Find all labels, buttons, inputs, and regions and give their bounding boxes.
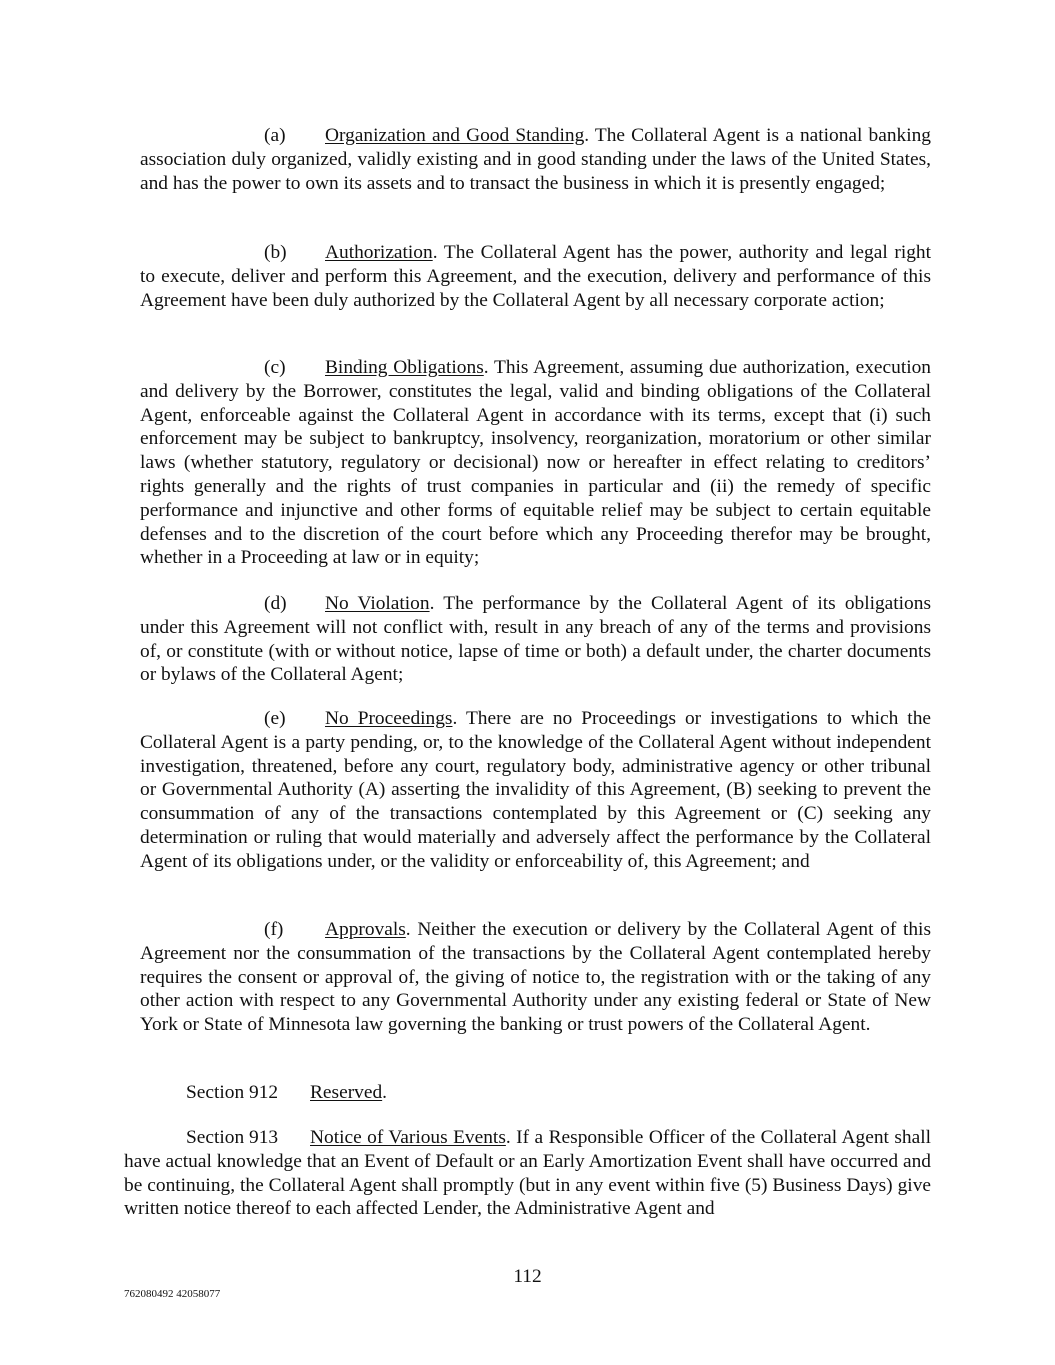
section-body: . If a Responsible Officer of the Collateral Agent shall have actual knowledge that an Event of Default or an Early Amortization Event shall have occurred and be continuing, the Collateral Agent shall promptly (but in any event within five (5) Business Days) give written notice thereof to each affected Lender, the Administrative Agent and bbox=[124, 1127, 931, 1220]
clause-body: . The Collateral Agent is a national banking association duly organized, validly existing and in good standing under the laws of the United States, and has the power to own its assets and to transact the business in which it is presently engaged; bbox=[140, 125, 931, 194]
clause-label: (f) bbox=[264, 919, 284, 940]
clause-body: . There are no Proceedings or investigations to which the Collateral Agent is a party pending, or, to the knowledge of the Collateral Agent without independent investigation, threatened, before any court, regulatory body, administrative agency or other tribunal or Governmental Authority (A) asserting the invalidity of this Agreement, (B) seeking to prevent the consummation of any of the transactions contemplated by this Agreement or (C) seeking any determination or ruling that would materially and adversely affect the performance by the Collateral Agent of its obligations under, or the validity or enforceability of, this Agreement; and bbox=[140, 708, 931, 872]
clause-body: . Neither the execution or delivery by the Collateral Agent of this Agreement nor the consummation of the transactions by the Collateral Agent contemplated hereby requires the consent or approval of, the giving of notice to, the registration with or the taking of any other action with respect to any Governmental Authority under any existing federal or State of New York or State of Minnesota law governing the banking or trust powers of the Collateral Agent. bbox=[140, 919, 931, 1036]
clause-e bbox=[140, 707, 931, 874]
clause-body: . The performance by the Collateral Agent of its obligations under this Agreement will not conflict with, result in any breach of any of the terms and provisions of, or constitute (with or without notice, lapse of time or both) a default under, the charter documents or bylaws of the Collateral Agent; bbox=[140, 593, 931, 686]
document-id: 762080492 42058077 bbox=[124, 1288, 221, 1300]
clause-c bbox=[140, 356, 931, 570]
clause-title: No Proceedings bbox=[325, 708, 453, 729]
clause-title: Approvals bbox=[325, 919, 406, 940]
clause-d bbox=[140, 592, 931, 687]
clause-body: . This Agreement, assuming due authorization, execution and delivery by the Borrower, constitutes the legal, valid and binding obligations of the Collateral Agent, enforceable against the Collateral Agent in accordance with its terms, except that (i) such enforcement may be subject to bankruptcy, insolvency, reorganization, moratorium or other similar laws (whether statutory, regulatory or decisional) now or hereafter in effect relating to creditors’ rights generally and the rights of trust companies in particular and (ii) the remedy of specific performance and injunctive and other forms of equitable relief may be subject to certain equitable defenses and to the discretion of the court before which any Proceeding therefor may be brought, whether in a Proceeding at law or in equity; bbox=[140, 357, 931, 569]
clause-label: (b) bbox=[264, 242, 287, 263]
section-913 bbox=[124, 1126, 931, 1221]
section-title: Reserved bbox=[310, 1082, 383, 1103]
section-body: . bbox=[382, 1082, 388, 1103]
clause-label: (a) bbox=[264, 125, 286, 146]
section-title: Notice of Various Events bbox=[310, 1127, 506, 1148]
clause-a bbox=[140, 124, 931, 195]
clause-label: (d) bbox=[264, 593, 287, 614]
section-label: Section 912 bbox=[186, 1082, 279, 1103]
section-label: Section 913 bbox=[186, 1127, 279, 1148]
clause-title: Organization and Good Standing bbox=[325, 125, 585, 146]
clause-b bbox=[140, 241, 931, 312]
clause-title: No Violation bbox=[325, 593, 430, 614]
page-number: 112 bbox=[513, 1266, 542, 1287]
clause-title: Authorization bbox=[325, 242, 433, 263]
clause-f bbox=[140, 918, 931, 1037]
section-912 bbox=[124, 1081, 931, 1105]
clause-label: (e) bbox=[264, 708, 286, 729]
clause-body: . The Collateral Agent has the power, authority and legal right to execute, deliver and perform this Agreement, and the execution, delivery and performance of this Agreement have been duly authorized by the Collateral Agent by all necessary corporate action; bbox=[140, 242, 931, 311]
clause-title: Binding Obligations bbox=[325, 357, 484, 378]
clause-label: (c) bbox=[264, 357, 286, 378]
